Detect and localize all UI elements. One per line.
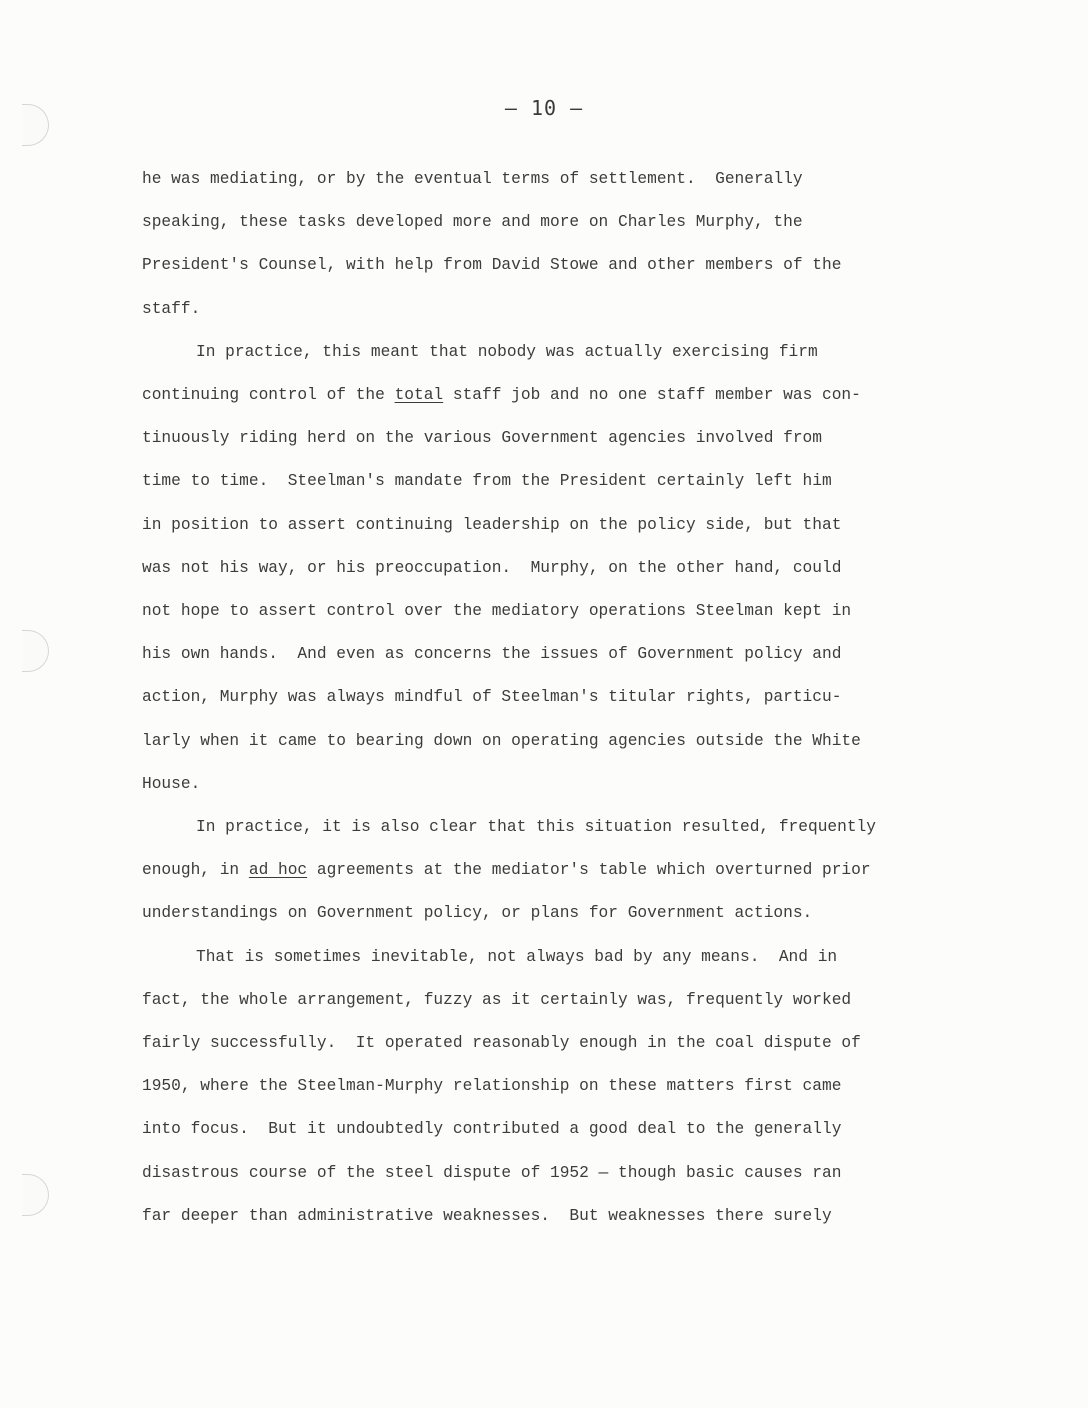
text-line: was not his way, or his preoccupation. Murphy, on the other hand, could [142,558,842,577]
text-line: 1950, where the Steelman-Murphy relationship on these matters first came [142,1077,842,1096]
text-line: time to time. Steelman's mandate from the President certainly left him [142,472,832,491]
text-fragment: continuing control of the [142,386,395,405]
text-line: into focus. But it undoubtedly contributed a good deal to the generally [142,1120,842,1139]
text-fragment: enough, in [142,861,249,880]
text-line: his own hands. And even as concerns the issues of Government policy and [142,645,842,664]
text-line: understandings on Government policy, or plans for Government actions. [142,904,813,923]
punch-hole-mark [22,630,49,672]
text-line: not hope to assert control over the mediatory operations Steelman kept in [142,602,852,621]
text-line [142,849,962,892]
text-line: tinuously riding herd on the various Government agencies involved from [142,429,822,448]
text-fragment: agreements at the mediator's table which overturned prior [307,861,871,880]
text-line: staff. [142,299,201,318]
underlined-phrase: ad hoc [248,861,308,880]
text-line: That is sometimes inevitable, not always bad by any means. And in [196,947,838,966]
text-fragment: staff job and no one staff member was con- [443,386,861,405]
text-line: President's Counsel, with help from David Stowe and other members of the [142,256,842,275]
text-line: in position to assert continuing leadership on the policy side, but that [142,515,842,534]
punch-hole-mark [22,1174,49,1216]
paragraph-2 [142,331,962,806]
text-line: In practice, it is also clear that this situation resulted, frequently [196,818,876,837]
text-line: speaking, these tasks developed more and more on Charles Murphy, the [142,213,803,232]
text-line: In practice, this meant that nobody was actually exercising firm [196,342,818,361]
document-body [142,158,962,1238]
paragraph-3 [142,806,962,936]
underlined-word: total [394,386,444,405]
text-line: disastrous course of the steel dispute of 1952 — though basic causes ran [142,1163,842,1182]
paragraph-1 [142,158,962,331]
text-line: House. [142,774,201,793]
text-line: action, Murphy was always mindful of Steelman's titular rights, particu- [142,688,842,707]
page-number: — 10 — [504,96,584,120]
text-line: fairly successfully. It operated reasonably enough in the coal dispute of [142,1034,861,1053]
text-line: fact, the whole arrangement, fuzzy as it certainly was, frequently worked [142,990,852,1009]
text-line [142,374,962,417]
text-line: larly when it came to bearing down on operating agencies outside the White [142,731,861,750]
paragraph-4 [142,936,962,1238]
text-line: far deeper than administrative weaknesses. But weaknesses there surely [142,1206,832,1225]
text-line: he was mediating, or by the eventual terms of settlement. Generally [142,170,803,188]
